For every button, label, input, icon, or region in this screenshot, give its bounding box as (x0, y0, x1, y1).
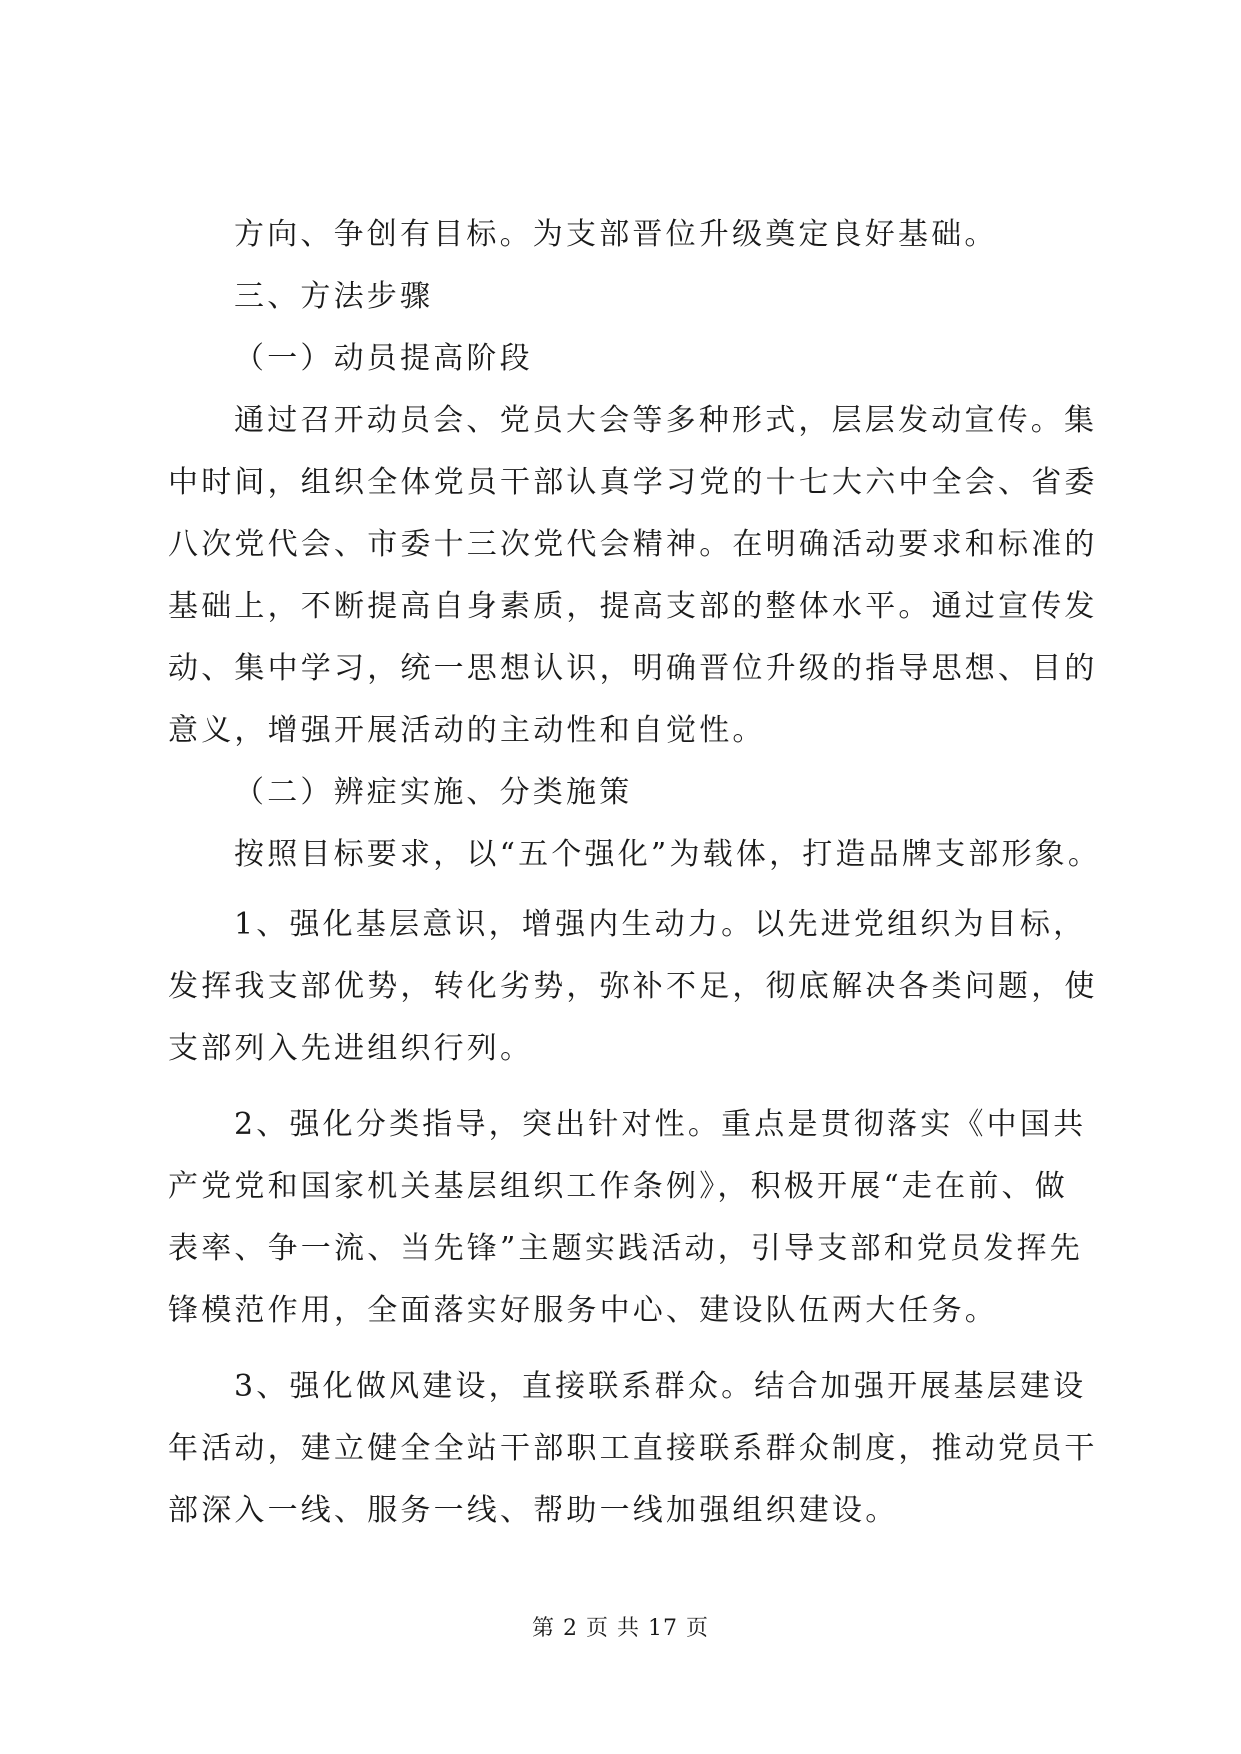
document-body (168, 204, 1102, 1542)
heading-text: （二）辨症实施、分类施策 (234, 775, 633, 810)
section-heading-methods (234, 266, 1084, 328)
text-line: 3、强化做风建设，直接联系群众。结合加强开展基层建设 (234, 1369, 1087, 1404)
paragraph-item-3 (168, 1356, 1098, 1542)
text-line: 八次党代会、市委十三次党代会精神。在明确活动要求和标准的 (168, 527, 1098, 562)
subheading-stage-two (234, 762, 1084, 824)
text-line: 表率、争一流、当先锋”主题实践活动，引导支部和党员发挥先 (168, 1231, 1083, 1266)
paragraph-item-1 (168, 894, 1098, 1080)
text-line: 中时间，组织全体党员干部认真学习党的十七大六中全会、省委 (168, 465, 1098, 500)
text-line: 产党党和国家机关基层组织工作条例》，积极开展“走在前、做 (168, 1169, 1068, 1204)
text-line: 按照目标要求，以“五个强化”为载体，打造品牌支部形象。 (234, 837, 1102, 872)
text-line: 2、强化分类指导，突出针对性。重点是贯彻落实《中国共 (234, 1107, 1087, 1142)
text-line: 支部列入先进组织行列。 (168, 1031, 534, 1066)
text-line: 意义，增强开展活动的主动性和自觉性。 (168, 713, 766, 748)
paragraph-stage-one (168, 390, 1098, 762)
text-line: 方向、争创有目标。为支部晋位升级奠定良好基础。 (234, 217, 998, 252)
text-line: 1、强化基层意识，增强内生动力。以先进党组织为目标， (234, 907, 1087, 942)
text-line: 部深入一线、服务一线、帮助一线加强组织建设。 (168, 1493, 899, 1528)
text-line: 发挥我支部优势，转化劣势，弥补不足，彻底解决各类问题，使 (168, 969, 1098, 1004)
page-number-footer: 第 2 页 共 17 页 (532, 1616, 709, 1641)
paragraph-five-strengthen (234, 824, 1102, 886)
paragraph-item-2 (168, 1094, 1087, 1342)
text-line: 锋模范作用，全面落实好服务中心、建设队伍两大任务。 (168, 1293, 998, 1328)
text-line: 通过召开动员会、党员大会等多种形式，层层发动宣传。集 (234, 403, 1098, 438)
heading-text: 三、方法步骤 (234, 279, 434, 314)
text-line: 基础上，不断提高自身素质，提高支部的整体水平。通过宣传发 (168, 589, 1098, 624)
subheading-stage-one (234, 328, 1084, 390)
paragraph-closing-line (234, 204, 1084, 266)
text-line: 动、集中学习，统一思想认识，明确晋位升级的指导思想、目的 (168, 651, 1098, 686)
text-line: 年活动，建立健全全站干部职工直接联系群众制度，推动党员干 (168, 1431, 1098, 1466)
heading-text: （一）动员提高阶段 (234, 341, 533, 376)
